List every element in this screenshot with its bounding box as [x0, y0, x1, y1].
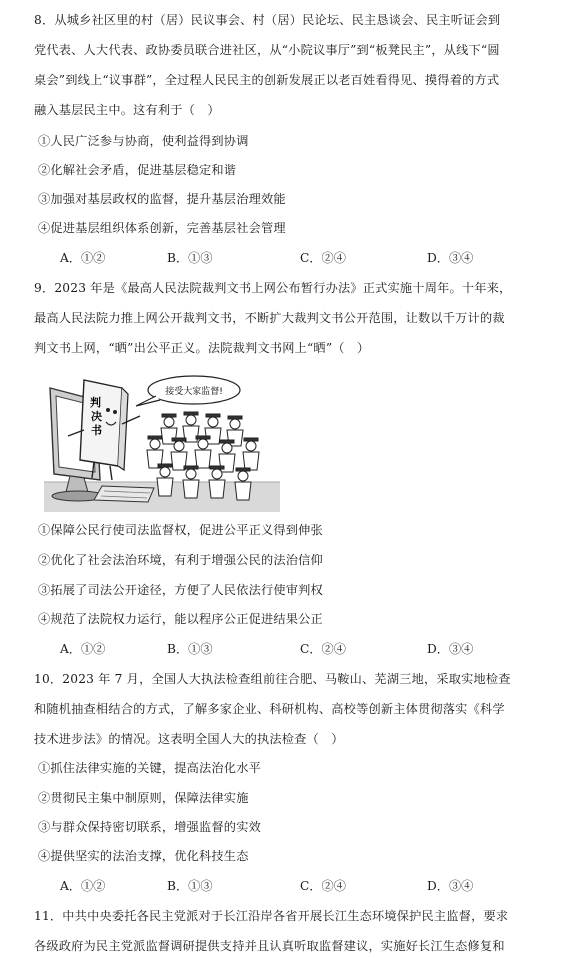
doc-char: 判	[90, 396, 101, 409]
q8-stem-line: 桌会”到线上“议事群”，全过程人民民主的创新发展正以老百姓看得见、摸得着的方式	[34, 73, 500, 87]
q10-item: ①抓住法律实施的关键，提高法治化水平	[38, 761, 261, 775]
q8-item: ②化解社会矛盾，促进基层稳定和谐	[38, 163, 237, 177]
q9-item: ④规范了法院权力运行，能以程序公正促进结果公正	[38, 612, 323, 626]
doc-char: 书	[91, 424, 102, 437]
q9-item: ①保障公民行使司法监督权，促进公平正义得到伸张	[38, 523, 323, 537]
q10-option-b[interactable]: B．①③	[167, 879, 213, 893]
q9-stem-line: 9．2023 年是《最高人民法院裁判文书上网公布暂行办法》正式实施十周年。十年来，	[34, 281, 512, 295]
q8-option-c[interactable]: C．②④	[300, 251, 346, 265]
q8-option-a[interactable]: A．①②	[60, 251, 106, 265]
q9-option-c[interactable]: C．②④	[300, 642, 346, 656]
doc-char: 决	[91, 410, 102, 423]
q11-stem-line: 11．中共中央委托各民主党派对于长江沿岸各省开展长江生态环境保护民主监督，要求	[34, 909, 509, 923]
q9-option-d[interactable]: D．③④	[427, 642, 474, 656]
q8-item: ③加强对基层政权的监督，提升基层治理效能	[38, 192, 286, 206]
q10-item: ④提供坚实的法治支撑，优化科技生态	[38, 849, 249, 863]
q9-option-a[interactable]: A．①②	[60, 642, 106, 656]
q10-option-c[interactable]: C．②④	[300, 879, 346, 893]
q10-option-d[interactable]: D．③④	[427, 879, 474, 893]
q9-option-b[interactable]: B．①③	[167, 642, 213, 656]
q10-stem-line: 和随机抽查相结合的方式，了解多家企业、科研机构、高校等创新主体贯彻落实《科学	[34, 702, 505, 716]
q8-stem-line: 融入基层民主中。这有利于（ ）	[34, 103, 220, 117]
q10-stem-line: 技术进步法》的情况。这表明全国人大的执法检查（ ）	[34, 732, 344, 746]
q10-option-a[interactable]: A．①②	[60, 879, 106, 893]
q11-stem-line: 各级政府为民主党派监督调研提供支持并且认真听取监督建议，实施好长江生态修复和	[34, 939, 505, 953]
speech-bubble-text: 接受大家监督!	[165, 387, 223, 397]
q9-item: ②优化了社会法治环境，有利于增强公民的法治信仰	[38, 553, 323, 567]
cartoon-figure	[44, 370, 280, 512]
q10-stem-line: 10．2023 年 7 月，全国人大执法检查组前往合肥、马鞍山、芜湖三地，采取实地检查	[34, 672, 511, 686]
q8-stem-line: 党代表、人大代表、政协委员联合进社区，从“小院议事厅”到“板凳民主”，从线下“圆	[34, 43, 500, 57]
q8-option-b[interactable]: B．①③	[167, 251, 213, 265]
q8-item: ④促进基层组织体系创新，完善基层社会管理	[38, 221, 286, 235]
q8-item: ①人民广泛参与协商，使利益得到协调	[38, 134, 249, 148]
q8-stem-line: 8．从城乡社区里的村（居）民议事会、村（居）民论坛、民主恳谈会、民主听证会到	[34, 13, 501, 27]
cartoon-drawing	[44, 370, 280, 512]
q9-stem-line: 判文书上网，“晒”出公平正义。法院裁判文书网上“晒”（ ）	[34, 341, 370, 355]
q8-option-d[interactable]: D．③④	[427, 251, 474, 265]
q9-item: ③拓展了司法公开途径，方便了人民依法行使审判权	[38, 583, 323, 597]
q10-item: ③与群众保持密切联系，增强监督的实效	[38, 820, 261, 834]
speech-bubble	[136, 376, 240, 406]
q10-item: ②贯彻民主集中制原则，保障法律实施	[38, 791, 249, 805]
q9-stem-line: 最高人民法院力推上网公开裁判文书，不断扩大裁判文书公开范围，让数以千万计的裁	[34, 311, 505, 325]
keyboard-icon	[94, 486, 154, 502]
